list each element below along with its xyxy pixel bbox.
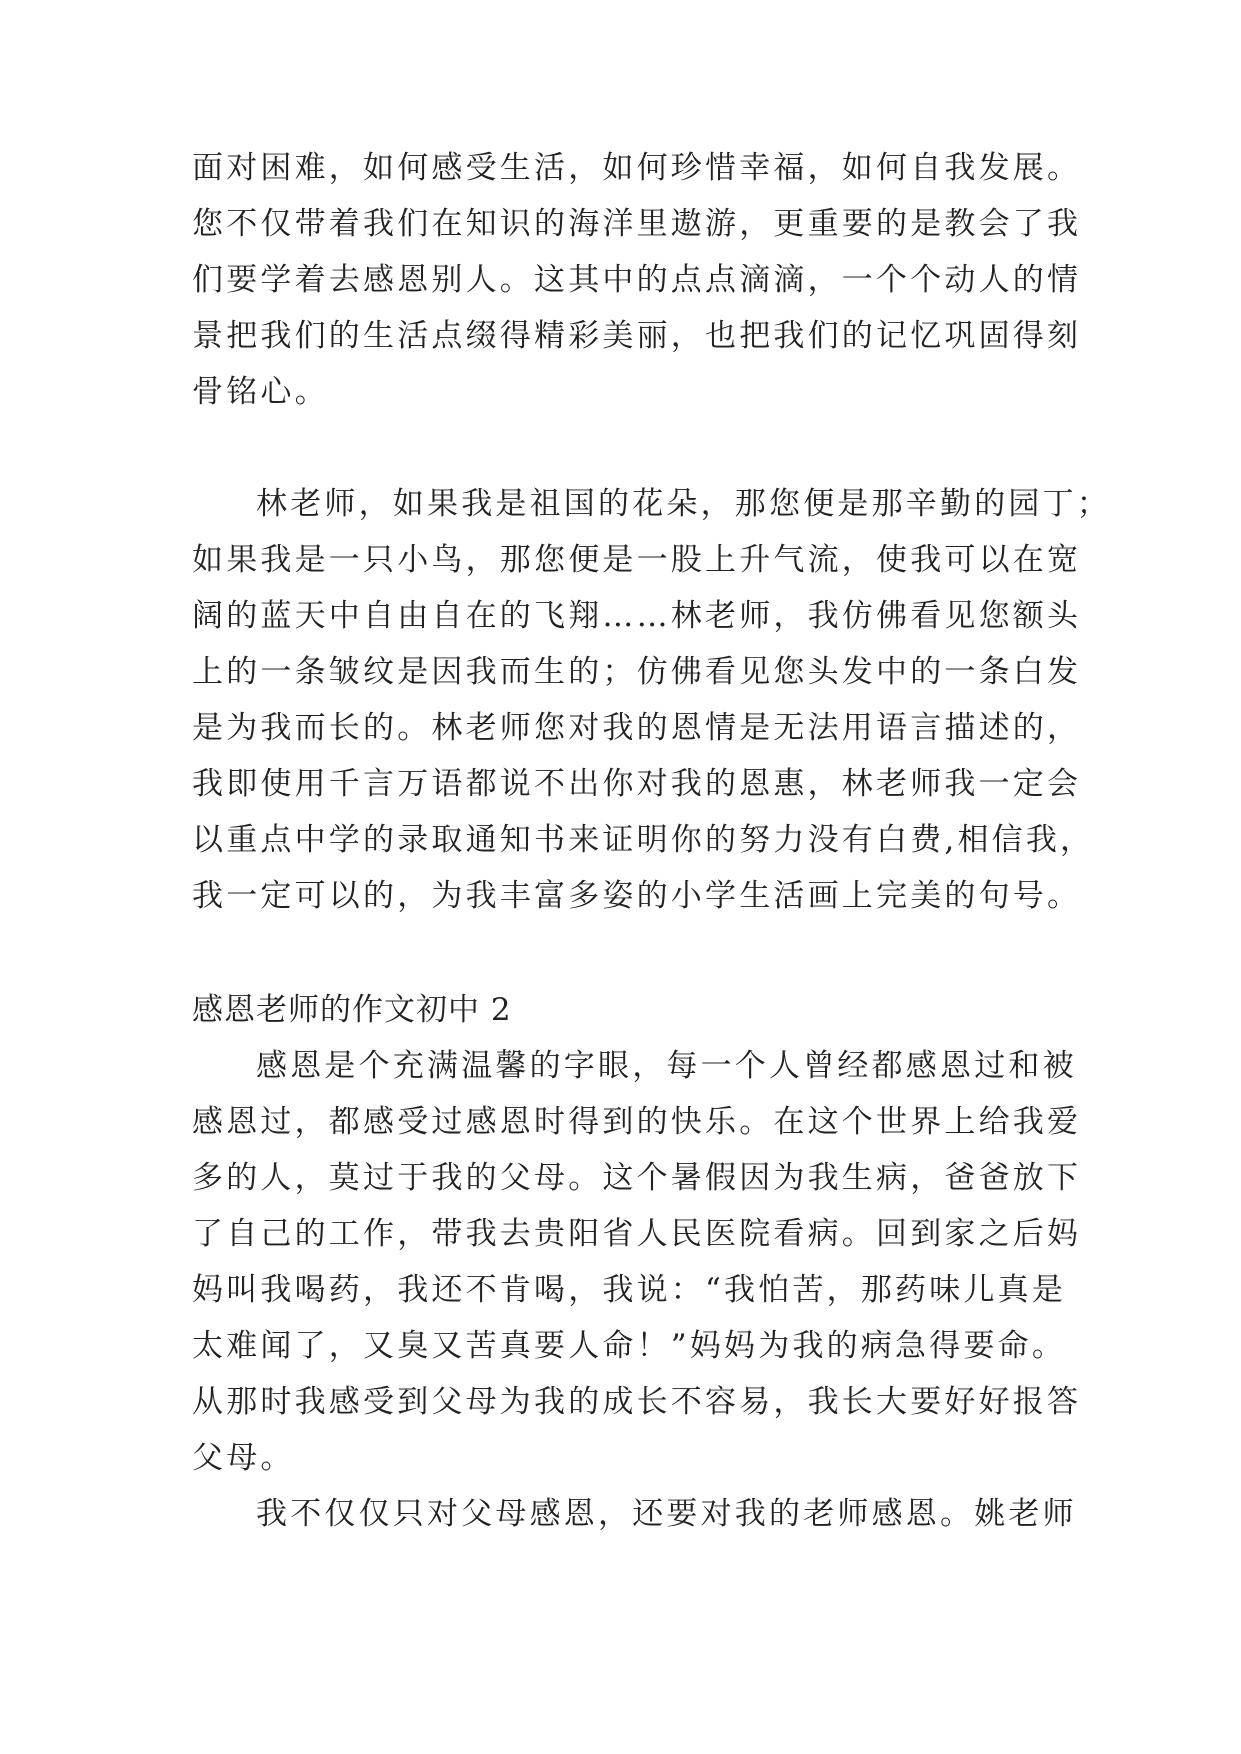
section-heading: 感恩老师的作文初中 2	[192, 992, 512, 1028]
paragraph-line: 感恩过，都感受过感恩时得到的快乐。在这个世界上给我爱	[192, 1104, 1082, 1140]
paragraph-line: 多的人，莫过于我的父母。这个暑假因为我生病，爸爸放下	[192, 1160, 1082, 1196]
paragraph-line: 您不仅带着我们在知识的海洋里遨游，更重要的是教会了我	[192, 206, 1082, 242]
paragraph-line: 阔的蓝天中自由自在的飞翔……林老师，我仿佛看见您额头	[192, 598, 1082, 634]
paragraph-line: 我即使用千言万语都说不出你对我的恩惠，林老师我一定会	[192, 766, 1082, 802]
paragraph-line: 父母。	[192, 1440, 295, 1476]
paragraph-line: 上的一条皱纹是因我而生的；仿佛看见您头发中的一条白发	[192, 654, 1082, 690]
paragraph-line: 妈叫我喝药，我还不肯喝，我说：“我怕苦，那药味儿真是	[192, 1272, 1067, 1308]
paragraph-line: 从那时我感受到父母为我的成长不容易，我长大要好好报答	[192, 1384, 1082, 1420]
paragraph-line: 们要学着去感恩别人。这其中的点点滴滴，一个个动人的情	[192, 262, 1082, 298]
paragraph-line: 我不仅仅只对父母感恩，还要对我的老师感恩。姚老师	[256, 1496, 1077, 1532]
paragraph-line: 太难闻了，又臭又苦真要人命！”妈妈为我的病急得要命。	[192, 1328, 1067, 1364]
paragraph-line: 面对困难，如何感受生活，如何珍惜幸福，如何自我发展。	[192, 150, 1082, 186]
paragraph-line: 林老师，如果我是祖国的花朵，那您便是那辛勤的园丁；	[256, 486, 1111, 522]
paragraph-line: 是为我而长的。林老师您对我的恩情是无法用语言描述的，	[192, 710, 1082, 746]
paragraph-line: 了自己的工作，带我去贵阳省人民医院看病。回到家之后妈	[192, 1216, 1082, 1252]
paragraph-line: 我一定可以的，为我丰富多姿的小学生活画上完美的句号。	[192, 878, 1082, 914]
paragraph-line: 感恩是个充满温馨的字眼，每一个人曾经都感恩过和被	[256, 1048, 1077, 1084]
paragraph-line: 骨铭心。	[192, 374, 329, 410]
paragraph-line: 如果我是一只小鸟，那您便是一股上升气流，使我可以在宽	[192, 542, 1082, 578]
paragraph-line: 景把我们的生活点缀得精彩美丽，也把我们的记忆巩固得刻	[192, 318, 1082, 354]
paragraph-line: 以重点中学的录取通知书来证明你的努力没有白费,相信我，	[192, 822, 1095, 858]
